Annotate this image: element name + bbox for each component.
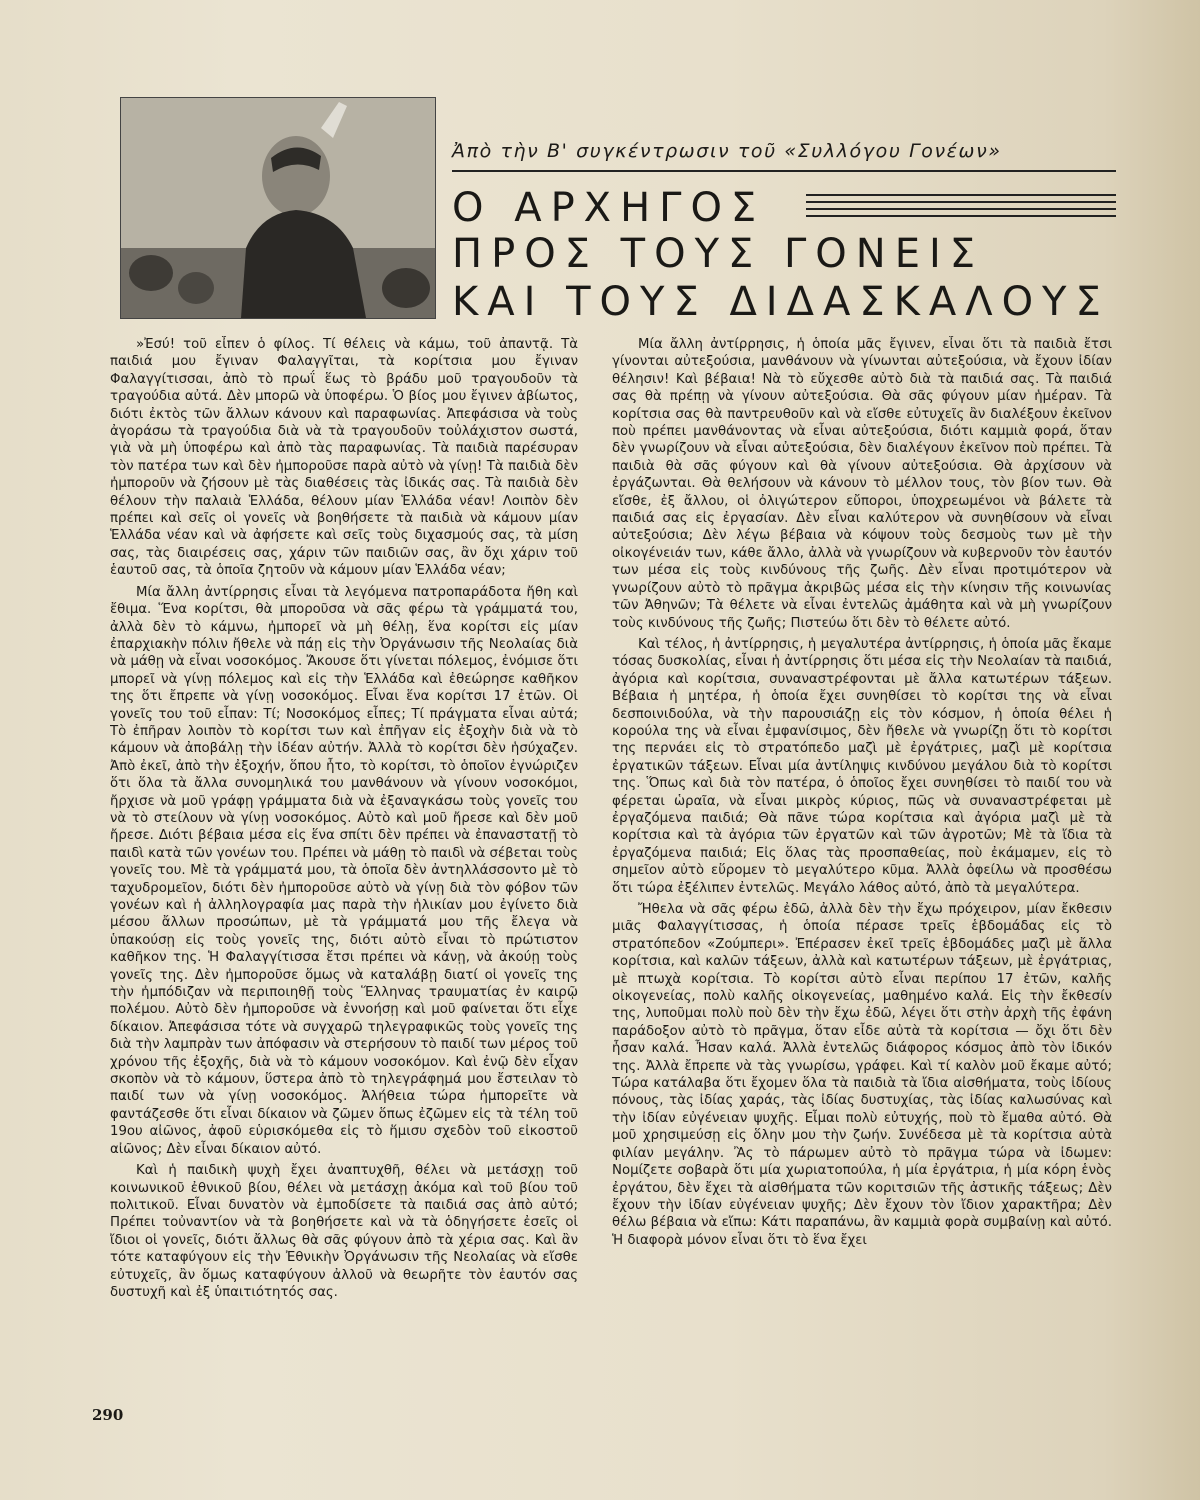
title-decoration xyxy=(806,194,1116,224)
photo-illustration xyxy=(121,98,435,318)
title-line-3: ΚΑΙ ΤΟΥΣ ΔΙΔΑΣΚΑΛΟΥΣ xyxy=(452,279,1110,325)
left-column xyxy=(110,336,578,1400)
paragraph: »Ἐσύ! τοῦ εἶπεν ὁ φίλος. Τί θέλεις νὰ κάμω, τοῦ ἀπαντᾷ. Τὰ παιδιά μου ἔγιναν Φαλαγγῖται, τὰ κορίτσια μου ἔγιναν Φαλαγγίτισσαι, ἀπὸ τὸ πρωΐ ἕως τὸ βράδυ μοῦ τραγουδοῦν τὰ τραγούδια αὐτά. Δὲν μπορῶ νὰ ὑποφέρω. Ὁ βίος μου ἔγινεν ἀβίωτος, διότι ἐκτὸς τῶν ἄλλων κάνουν καὶ παραφωνίας. Ἀπεφάσισα νὰ τοὺς ἀγοράσω τὰ τραγούδια διὰ νὰ τὰ τραγουδοῦν τοὐλάχιστον σωστά, γιὰ νὰ μὴ ὑποφέρω καὶ ἀπὸ τὰς παραφωνίας. Τὰ παιδιὰ παρέσυραν τὸν πατέρα των καὶ δὲν ἠμποροῦσε παρὰ αὐτὸ νὰ γίνῃ! Τὰ παιδιὰ δὲν ἠμποροῦν νὰ ζήσουν μὲ τὰς διαθέσεις τὰς ἰδικάς σας. Τὰ παιδιὰ δὲν θέλουν τὴν παλαιὰ Ἑλλάδα, θέλουν μίαν Ἑλλάδα νέαν! Λοιπὸν δὲν πρέπει καὶ σεῖς οἱ γονεῖς νὰ βοηθήσετε τὰ παιδιὰ νὰ κάμουν μίαν Ἑλλάδα νέαν καὶ νὰ ἀφήσετε καὶ σεῖς τοὺς διχασμούς σας, τὰ μίση σας, τὰς διαιρέσεις σας, χάριν τῶν παιδιῶν σας, ἂν ὄχι χάριν τοῦ ἑαυτοῦ σας, τὰ ὁποῖα ζητοῦν νὰ κάμουν μίαν Ἑλλάδα νέαν; xyxy=(110,337,578,579)
portrait-photo xyxy=(120,97,436,319)
title-line-2: ΠΡΟΣ ΤΟΥΣ ΓΟΝΕΙΣ xyxy=(452,231,985,277)
paragraph: Καὶ ἡ παιδικὴ ψυχὴ ἔχει ἀναπτυχθῆ, θέλει νὰ μετάσχῃ τοῦ κοινωνικοῦ ἐθνικοῦ βίου, θέλει νὰ μετάσχῃ ἀκόμα καὶ τοῦ βίου τοῦ πολιτικοῦ. Εἶναι δυνατὸν νὰ ἐμποδίσετε τὰ παιδιά σας ἀπὸ αὐτό; Πρέπει τοὐναντίον νὰ τὰ βοηθήσετε καὶ νὰ τὰ ὁδηγήσετε ἐσεῖς οἱ ἴδιοι οἱ γονεῖς, διότι ἄλλως θὰ σᾶς φύγουν ἀπὸ τὰ χέρια σας. Καὶ ἂν τότε καταφύγουν εἰς τὴν Ἐθνικὴν Ὀργάνωσιν τῆς Νεολαίας νὰ εἴσθε εὐτυχεῖς, ἂν ὅμως καταφύγουν ἀλλοῦ νὰ θεωρῆτε τὸν ἑαυτόν σας δυστυχῆ καὶ ἐξ ὑπαιτιότητός σας. xyxy=(110,1163,578,1300)
article-subtitle: Ἀπὸ τὴν Β' συγκέντρωσιν τοῦ «Συλλόγου Γονέων» xyxy=(452,140,1002,162)
paragraph: Μία ἄλλη ἀντίρρησις εἶναι τὰ λεγόμενα πατροπαράδοτα ἤθη καὶ ἔθιμα. Ἕνα κορίτσι, θὰ μποροῦσα νὰ σᾶς φέρω τὰ γράμματά του, ἀλλὰ δὲν τὸ κάμνω, ἠμπορεῖ νὰ μὴ θέλῃ, ἕνα κορίτσι εἰς μίαν ἐπαρχιακὴν πόλιν ἤθελε νὰ πάῃ εἰς τὴν Ὀργάνωσιν τῆς Νεολαίας διὰ νὰ μάθῃ νὰ εἶναι νοσοκόμος. Ἄκουσε ὅτι γίνεται πόλεμος, ἐνόμισε ὅτι μπορεῖ νὰ γίνῃ πόλεμος καὶ εἰς τὴν Ἑλλάδα καὶ ἐθεώρησε καθῆκον της ὅτι ἔπρεπε νὰ γίνῃ νοσοκόμος. Εἶναι ἕνα κορίτσι 17 ἐτῶν. Οἱ γονεῖς του τοῦ εἶπαν: Τί; Νοσοκόμος εἶπες; Τί πράγματα εἶναι αὐτά; Τὸ ἐπῆραν λοιπὸν τὸ κορίτσι των καὶ ἐπῆγαν εἰς ἐξοχὴν διὰ νὰ τὸ κάμουν νὰ ἀποβάλῃ τὴν ἰδέαν αὐτήν. Ἀλλὰ τὸ κορίτσι δὲν ἡσύχαζεν. Ἀπὸ ἐκεῖ, ἀπὸ τὴν ἐξοχήν, ὅπου ἦτο, τὸ κορίτσι, τὸ ὁποῖον ἐγνώριζεν ὅτι ὅλα τὰ ἄλλα συνομηλικά του μανθάνουν νὰ γίνουν νοσοκόμοι, ἤρχισε νὰ μοῦ γράφῃ γράμματα διὰ νὰ ἐξαναγκάσω τοὺς γονεῖς του νὰ τὸ στείλουν νὰ γίνῃ νοσοκόμος. Αὐτὸ καὶ μοῦ ἤρεσε καὶ δὲν μοῦ ἤρεσε. Διότι βέβαια μέσα εἰς ἕνα σπίτι δὲν πρέπει νὰ ἐπαναστατῇ τὸ παιδὶ κατὰ τῶν γονέων του. Πρέπει νὰ μάθῃ τὸ παιδὶ νὰ σέβεται τοὺς γονεῖς του. Μὲ τὰ γράμματά μου, τὰ ὁποῖα δὲν ἀντηλλάσσοντο μὲ τὸ ταχυδρομεῖον, διότι δὲν ἠμποροῦσε αὐτὸ νὰ γίνῃ διὰ τὸν φόβον τῶν γονέων καὶ ἡ ἀλληλογραφία μας παρὰ τὴν ἡλικίαν μου ἐγίνετο διὰ μέσου ἄλλων προσώπων, μὲ τὰ γράμματά μου τῆς ἔλεγα νὰ ὑπακούσῃ εἰς τοὺς γονεῖς της, διότι αὐτὸ εἶναι τὸ πρώτιστον καθῆκον της. Ἡ Φαλαγγίτισσα ἔτσι πρέπει νὰ κάνῃ, νὰ ἀκούῃ τοὺς γονεῖς της. Δὲν ἠμποροῦσε ὅμως νὰ καταλάβῃ διατί οἱ γονεῖς της τὴν ἠμπόδιζαν νὰ περιποιηθῇ τοὺς Ἕλληνας τραυματίας ἐν καιρῷ πολέμου. Αὐτὸ δὲν ἠμποροῦσε νὰ ἐννοήσῃ καὶ μοῦ φαίνεται ὅτι εἶχε δίκαιον. Ἀπεφάσισα τότε νὰ συγχαρῶ τηλεγραφικῶς τοὺς γονεῖς της διὰ τὴν λαμπρὰν των ἀπόφασιν νὰ στερήσουν τὸ παιδί των μέρος τοῦ χρόνου τῆς ἐξοχῆς, διὰ νὰ τὸ κάμουν νοσοκόμον. Καὶ ἐνῷ δὲν εἶχαν σκοπὸν νὰ τὸ κάμουν, ὕστερα ἀπὸ τὸ τηλεγράφημά μου ἔστειλαν τὸ παιδί των νὰ γίνῃ νοσοκόμος. Ἀλήθεια τώρα ἠμπορεῖτε νὰ φαντάζεσθε ὅτι εἶναι δίκαιον νὰ ζῶμεν ὅπως ἐζῶμεν εἰς τὰ τέλη τοῦ 19ου αἰῶνος, ἀφοῦ εὑρισκόμεθα εἰς τὸ ἥμισυ σχεδὸν τοῦ εἰκοστοῦ αἰῶνος; Δὲν εἶναι δίκαιον αὐτό. xyxy=(110,584,578,1157)
subtitle-rule xyxy=(452,170,1116,172)
paragraph: Ἤθελα νὰ σᾶς φέρω ἐδῶ, ἀλλὰ δὲν τὴν ἔχω πρόχειρον, μίαν ἔκθεσιν μιᾶς Φαλαγγίτισσας, ἡ ὁποία πέρασε τρεῖς ἑβδομάδας εἰς τὸ στρατόπεδον «Ζούμπερι». Ἐπέρασεν ἐκεῖ τρεῖς ἑβδομάδες μαζὶ μὲ ἄλλα κορίτσια, καὶ καλῶν τάξεων, ἀλλὰ καὶ κατωτέρων τάξεων, μὲ ἐργάτριας, μὲ πτωχὰ κορίτσια. Τὸ κορίτσι αὐτὸ εἶναι περίπου 17 ἐτῶν, καλῆς οἰκογενείας, πολὺ καλῆς οἰκογενείας, μαθημένο καλά. Εἰς τὴν ἔκθεσίν της, λυποῦμαι πολὺ ποὺ δὲν τὴν ἔχω ἐδῶ, λέγει ὅτι στὴν ἀρχὴ τῆς ἐφάνη παράδοξον αὐτὸ τὸ πρᾶγμα, ὅταν εἶδε αὐτὰ τὰ κορίτσια — ὄχι ὅτι δὲν ἦσαν καλά. Ἦσαν καλά. Ἀλλὰ ἐντελῶς διάφορος κόσμος ἀπὸ τὸν ἰδικόν της. Ἀλλὰ ἔπρεπε νὰ τὰς γνωρίσω, γράφει. Καὶ τί καλὸν μοῦ ἔκαμε αὐτό; Τώρα κατάλαβα ὅτι ἔχομεν ὅλα τὰ παιδιὰ τὰ ἴδια αἰσθήματα, τοὺς ἰδίους πόνους, τὰς ἰδίας χαράς, τὰς ἰδίας δυστυχίας, τὰς ἰδίας καλωσύνας καὶ τὴν ἰδίαν εὐγένειαν ψυχῆς. Εἶμαι πολὺ εὐτυχής, ποὺ τὸ ἔμαθα αὐτό. Θὰ μοῦ χρησιμεύσῃ εἰς ὅλην μου τὴν ζωήν. Συνέδεσα μὲ τὰ κορίτσια αὐτὰ φιλίαν μεγάλην. Ἂς τὸ πάρωμεν αὐτὸ τὸ πρᾶγμα τώρα νὰ ἰδωμεν: Νομίζετε σοβαρὰ ὅτι μία χωριατοπούλα, ἡ μία ἐργάτρια, ἡ μία κόρη ἑνὸς ἐργάτου, δὲν ἔχει τὰ αἰσθήματα τῶν κοριτσιῶν τῆς ἀστικῆς τάξεως; Δὲν ἔχουν τὴν ἰδίαν εὐγένειαν ψυχῆς; Δὲν ἔχουν τὸν ἴδιον χαρακτῆρα; Δὲν θέλω βέβαια νὰ εἴπω: Κάτι παραπάνω, ἂν καμμιὰ φορὰ συμβαίνῃ καὶ αὐτό. Ἡ διαφορὰ μόνον εἶναι ὅτι τὸ ἕνα ἔχει xyxy=(612,902,1112,1248)
right-column xyxy=(612,336,1112,1400)
page-number: 290 xyxy=(92,1406,124,1424)
paragraph: Μία ἄλλη ἀντίρρησις, ἡ ὁποία μᾶς ἔγινεν, εἶναι ὅτι τὰ παιδιὰ ἔτσι γίνονται αὐτεξούσια, μανθάνουν νὰ γίνωνται αὐτεξούσια, νὰ ἔχουν ἰδίαν θέλησιν! Καὶ βέβαια! Νὰ τὸ εὔχεσθε αὐτὸ διὰ τὰ παιδιά σας. Τὰ παιδιά σας θὰ πρέπῃ νὰ γίνουν αὐτεξούσια. Θὰ σᾶς φύγουν μίαν ἡμέραν. Τὰ κορίτσια σας θὰ παντρευθοῦν καὶ νὰ εἴσθε εὐτυχεῖς ἂν διαλέξουν ἐκεῖνον ποὺ πρέπει μανθάνοντας νὰ εἶναι αὐτεξούσια, διότι καμμιὰ φορά, ὅταν δὲν γνωρίζουν νὰ εἶναι αὐτεξούσια, δὲν διαλέγουν ἐκεῖνον ποὺ πρέπει. Τὰ παιδιὰ θὰ σᾶς φύγουν καὶ θὰ γίνουν αὐτεξούσια. Θὰ ἀρχίσουν νὰ ἐργάζωνται. Θὰ θελήσουν νὰ κάνουν τὸ μέλλον τους, τὸν βίον των. Θὰ εἴσθε, ἐξ ἄλλου, οἱ ὀλιγώτερον εὔποροι, ὑποχρεωμένοι νὰ βάλετε τὰ παιδιά σας εἰς ἐργασίαν. Δὲν εἶναι καλύτερον νὰ συνηθίσουν νὰ εἶναι αὐτεξούσια; Δὲν λέγω βέβαια νὰ κόψουν τοὺς δεσμοὺς των μὲ τὴν οἰκογένειάν των, κάθε ἄλλο, ἀλλὰ νὰ γνωρίζουν νὰ κυβερνοῦν τὸν ἑαυτόν των μέσα εἰς τοὺς κινδύνους τῆς ζωῆς. Δὲν εἶναι προτιμότερον νὰ γνωρίζουν αὐτὸ τὸ πρᾶγμα ἀκριβῶς μέσα εἰς τὴν κίνησιν τῆς κοινωνίας τῶν Ἀθηνῶν; Τὰ θέλετε νὰ εἶναι ἐντελῶς ἀμάθητα καὶ νὰ μὴ γνωρίζουν τοὺς κινδύνους τῆς ζωῆς; Πιστεύω ὅτι δὲν τὸ θέλετε αὐτό. xyxy=(612,337,1112,631)
title-line-1: Ο ΑΡΧΗΓΟΣ xyxy=(452,185,766,231)
paragraph: Καὶ τέλος, ἡ ἀντίρρησις, ἡ μεγαλυτέρα ἀντίρρησις, ἡ ὁποία μᾶς ἔκαμε τόσας δυσκολίας, εἶναι ἡ ἀντίρρησις ὅτι μέσα εἰς τὴν Νεολαίαν τὰ παιδιά, ἀγόρια καὶ κορίτσια, συναναστρέφονται μὲ ἄλλα κατωτέρων τάξεων. Βέβαια ἡ μητέρα, ἡ ὁποία ἔχει συνηθίσει τὸ κορίτσι της νὰ εἶναι δεσποινιδούλα, νὰ τὴν παρουσιάζῃ εἰς τὸν κόσμον, ἡ ὁποία θέλει ἡ κορούλα της νὰ εἶναι ἐμφανίσιμος, δὲν ἤθελε νὰ γνωρίζῃ ὅτι τὸ κορίτσι της περνάει εἰς τὸ στρατόπεδο μαζὶ μὲ ἐργάτριες, μαζὶ μὲ κορίτσια ἐργατικῶν τάξεων. Εἶναι μία ἀντίληψις κινδύνου μεγάλου διὰ τὸ κορίτσι της. Ὅπως καὶ διὰ τὸν πατέρα, ὁ ὁποῖος ἔχει συνηθίσει τὸ παιδί του νὰ φέρεται ὡραῖα, νὰ εἶναι μικρὸς κύριος, πῶς νὰ συναναστρέφεται μὲ ἐργαζόμενα παιδιά; Θὰ πᾶνε τώρα κορίτσια καὶ ἀγόρια μαζὶ μὲ τὰ κορίτσια καὶ τὰ ἀγόρια τῶν ἐργατῶν καὶ τῶν ἀγροτῶν; Μὲ τὰ ἴδια τὰ ἐργαζόμενα παιδιά; Εἰς ὅλας τὰς προσπαθείας, ποὺ ἐκάμαμεν, εἰς τὸ σημεῖον αὐτὸ εὕρομεν τὸ μεγαλύτερο κῦμα. Ἀλλὰ ὀφείλω νὰ προσθέσω ὅτι τώρα ἐξέλιπεν ἐντελῶς. Μεγάλο λάθος αὐτό, ἀπὸ τὰ μεγαλύτερα. xyxy=(612,636,1112,896)
